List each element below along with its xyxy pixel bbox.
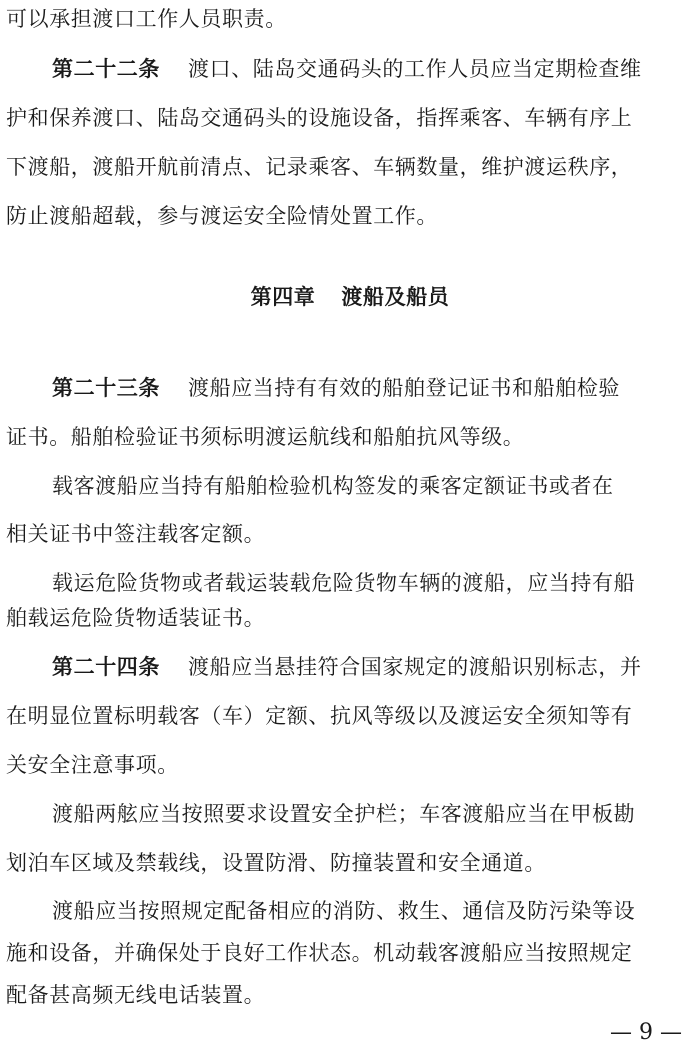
text-line: 关安全注意事项。: [6, 753, 179, 777]
text-line: 证书。船舶检验证书须标明渡运航线和船舶抗风等级。: [6, 425, 525, 449]
text-line: 舶载运危险货物适装证书。: [6, 606, 266, 630]
text-line: 载客渡船应当持有船舶检验机构签发的乘客定额证书或者在: [52, 474, 614, 498]
article-label: 第二十二条: [52, 56, 160, 81]
article-text: 渡船应当持有有效的船舶登记证书和船舶检验: [188, 376, 620, 400]
chapter-heading: [0, 282, 700, 312]
article-label: 第二十四条: [52, 654, 160, 679]
article-label: 第二十三条: [52, 375, 160, 400]
text-line: 可以承担渡口工作人员职责。: [6, 7, 287, 31]
text-line: 防止渡船超载，参与渡运安全险情处置工作。: [6, 204, 438, 228]
article-text: 渡船应当悬挂符合国家规定的渡船识别标志，并: [188, 655, 642, 679]
chapter-title: 渡船及船员: [341, 284, 450, 309]
article-22: [52, 54, 690, 84]
text-line: 渡船应当按照规定配备相应的消防、救生、通信及防污染等设: [52, 899, 636, 923]
article-24: [52, 652, 690, 682]
chapter-number: 第四章: [250, 284, 316, 309]
text-line: 相关证书中签注载客定额。: [6, 522, 266, 546]
article-23: [52, 373, 690, 403]
text-line: 下渡船，渡船开航前清点、记录乘客、车辆数量，维护渡运秩序，: [6, 155, 633, 179]
page-number: — 9 —: [610, 1020, 682, 1045]
article-text: 渡口、陆岛交通码头的工作人员应当定期检查维: [188, 57, 642, 81]
text-line: 载运危险货物或者载运装载危险货物车辆的渡船，应当持有船: [52, 571, 636, 595]
text-line: 在明显位置标明载客（车）定额、抗风等级以及渡运安全须知等有: [6, 704, 633, 728]
text-line: 配备甚高频无线电话装置。: [6, 983, 266, 1007]
text-line: 施和设备，并确保处于良好工作状态。机动载客渡船应当按照规定: [6, 941, 633, 965]
text-line: 渡船两舷应当按照要求设置安全护栏；车客渡船应当在甲板勘: [52, 802, 636, 826]
text-line: 划泊车区域及禁载线，设置防滑、防撞装置和安全通道。: [6, 851, 546, 875]
text-line: 护和保养渡口、陆岛交通码头的设施设备，指挥乘客、车辆有序上: [6, 106, 633, 130]
